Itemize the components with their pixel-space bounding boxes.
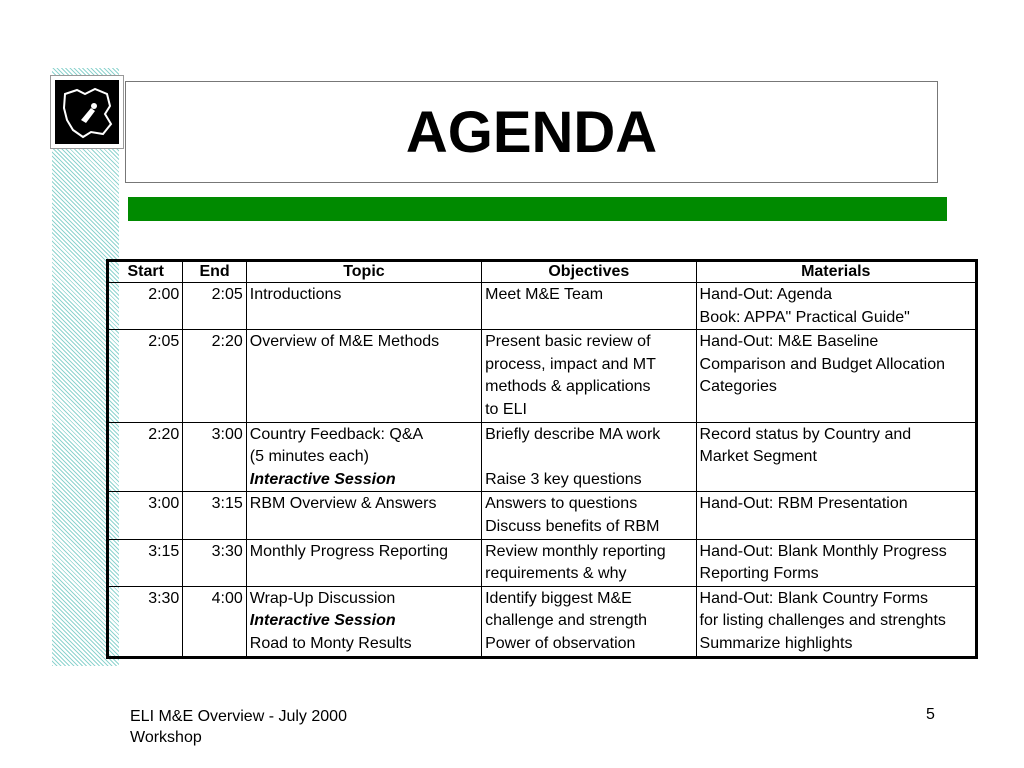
start-time: 2:20: [108, 422, 183, 492]
accent-bar: [128, 197, 947, 221]
end-time: 3:00: [183, 422, 246, 492]
objectives-cell: [482, 283, 696, 330]
objective-line: Review monthly reporting: [485, 542, 666, 560]
column-header-topic: Topic: [246, 261, 481, 283]
topic-line: Monthly Progress Reporting: [249, 542, 449, 560]
objective-line: methods & applications: [485, 378, 651, 396]
objective-line: Answers to questions: [485, 495, 638, 513]
table-row: [108, 422, 977, 492]
material-line: Market Segment: [699, 448, 817, 466]
interactive-session-label: Interactive Session: [249, 612, 396, 630]
materials-cell: [696, 330, 976, 422]
page-title: AGENDA: [405, 99, 658, 165]
end-time: 2:20: [183, 330, 246, 422]
table-row: [108, 539, 977, 586]
start-time: 3:30: [108, 586, 183, 657]
material-line: Categories: [699, 378, 777, 396]
objectives-cell: [482, 539, 696, 586]
column-header-start: Start: [108, 261, 183, 283]
materials-cell: [696, 492, 976, 539]
objectives-cell: [482, 330, 696, 422]
start-time: 3:15: [108, 539, 183, 586]
topic-cell: [246, 283, 481, 330]
table-row: [108, 330, 977, 422]
table-header-row: [108, 261, 977, 283]
material-line: Hand-Out: RBM Presentation: [699, 495, 908, 513]
topic-line: Overview of M&E Methods: [249, 333, 440, 351]
objectives-cell: [482, 492, 696, 539]
material-line: Book: APPA" Practical Guide": [699, 308, 910, 326]
column-header-materials: Materials: [696, 261, 976, 283]
footer-line: Workshop: [130, 729, 202, 746]
topic-cell: [246, 539, 481, 586]
material-line: for listing challenges and strenghts: [699, 612, 946, 630]
objective-line: Discuss benefits of RBM: [485, 517, 660, 535]
material-line: Comparison and Budget Allocation: [699, 355, 946, 373]
objective-line: process, impact and MT: [485, 355, 656, 373]
objective-line: Briefly describe MA work: [485, 425, 661, 443]
materials-cell: [696, 283, 976, 330]
column-header-end: End: [183, 261, 246, 283]
material-line: Summarize highlights: [699, 634, 853, 652]
end-time: 3:15: [183, 492, 246, 539]
table-row: [108, 283, 977, 330]
topic-cell: [246, 492, 481, 539]
objective-line: [485, 446, 692, 469]
table-row: [108, 586, 977, 657]
start-time: 3:00: [108, 492, 183, 539]
objective-line: challenge and strength: [485, 612, 648, 630]
objectives-cell: [482, 422, 696, 492]
start-time: 2:00: [108, 283, 183, 330]
objective-line: to ELI: [485, 400, 527, 418]
footer-line: ELI M&E Overview - July 2000: [130, 708, 347, 725]
materials-cell: [696, 539, 976, 586]
topic-line: Country Feedback: Q&A: [249, 425, 424, 443]
materials-cell: [696, 586, 976, 657]
column-header-objectives: Objectives: [482, 261, 696, 283]
topic-line: Introductions: [249, 286, 342, 303]
topic-cell: [246, 330, 481, 422]
objective-line: Present basic review of: [485, 333, 651, 351]
interactive-session-label: Interactive Session: [249, 470, 396, 488]
table-row: [108, 492, 977, 539]
footer-caption: [130, 706, 347, 748]
topic-cell: [246, 586, 481, 657]
topic-line: RBM Overview & Answers: [249, 495, 437, 513]
material-line: Hand-Out: Blank Monthly Progress: [699, 542, 947, 560]
objective-line: Raise 3 key questions: [485, 470, 642, 488]
objective-line: Meet M&E Team: [485, 286, 604, 303]
end-time: 3:30: [183, 539, 246, 586]
objective-line: requirements & why: [485, 565, 627, 583]
objective-line: Identify biggest M&E: [485, 589, 632, 607]
material-line: Record status by Country and: [699, 425, 912, 443]
agenda-table: [106, 259, 978, 659]
material-line: Hand-Out: M&E Baseline: [699, 333, 879, 351]
material-line: Hand-Out: Agenda: [699, 286, 833, 303]
logo: [50, 75, 124, 149]
end-time: 4:00: [183, 586, 246, 657]
start-time: 2:05: [108, 330, 183, 422]
material-line: Hand-Out: Blank Country Forms: [699, 589, 929, 607]
end-time: 2:05: [183, 283, 246, 330]
material-line: Reporting Forms: [699, 565, 819, 583]
topic-line: Wrap-Up Discussion: [249, 589, 396, 607]
topic-line: Road to Monty Results: [249, 634, 412, 652]
map-hand-logo-icon: [55, 80, 119, 144]
materials-cell: [696, 422, 976, 492]
topic-line: (5 minutes each): [249, 448, 369, 466]
topic-cell: [246, 422, 481, 492]
objective-line: Power of observation: [485, 634, 636, 652]
page-number: 5: [926, 706, 935, 723]
title-box: [125, 81, 938, 183]
objectives-cell: [482, 586, 696, 657]
